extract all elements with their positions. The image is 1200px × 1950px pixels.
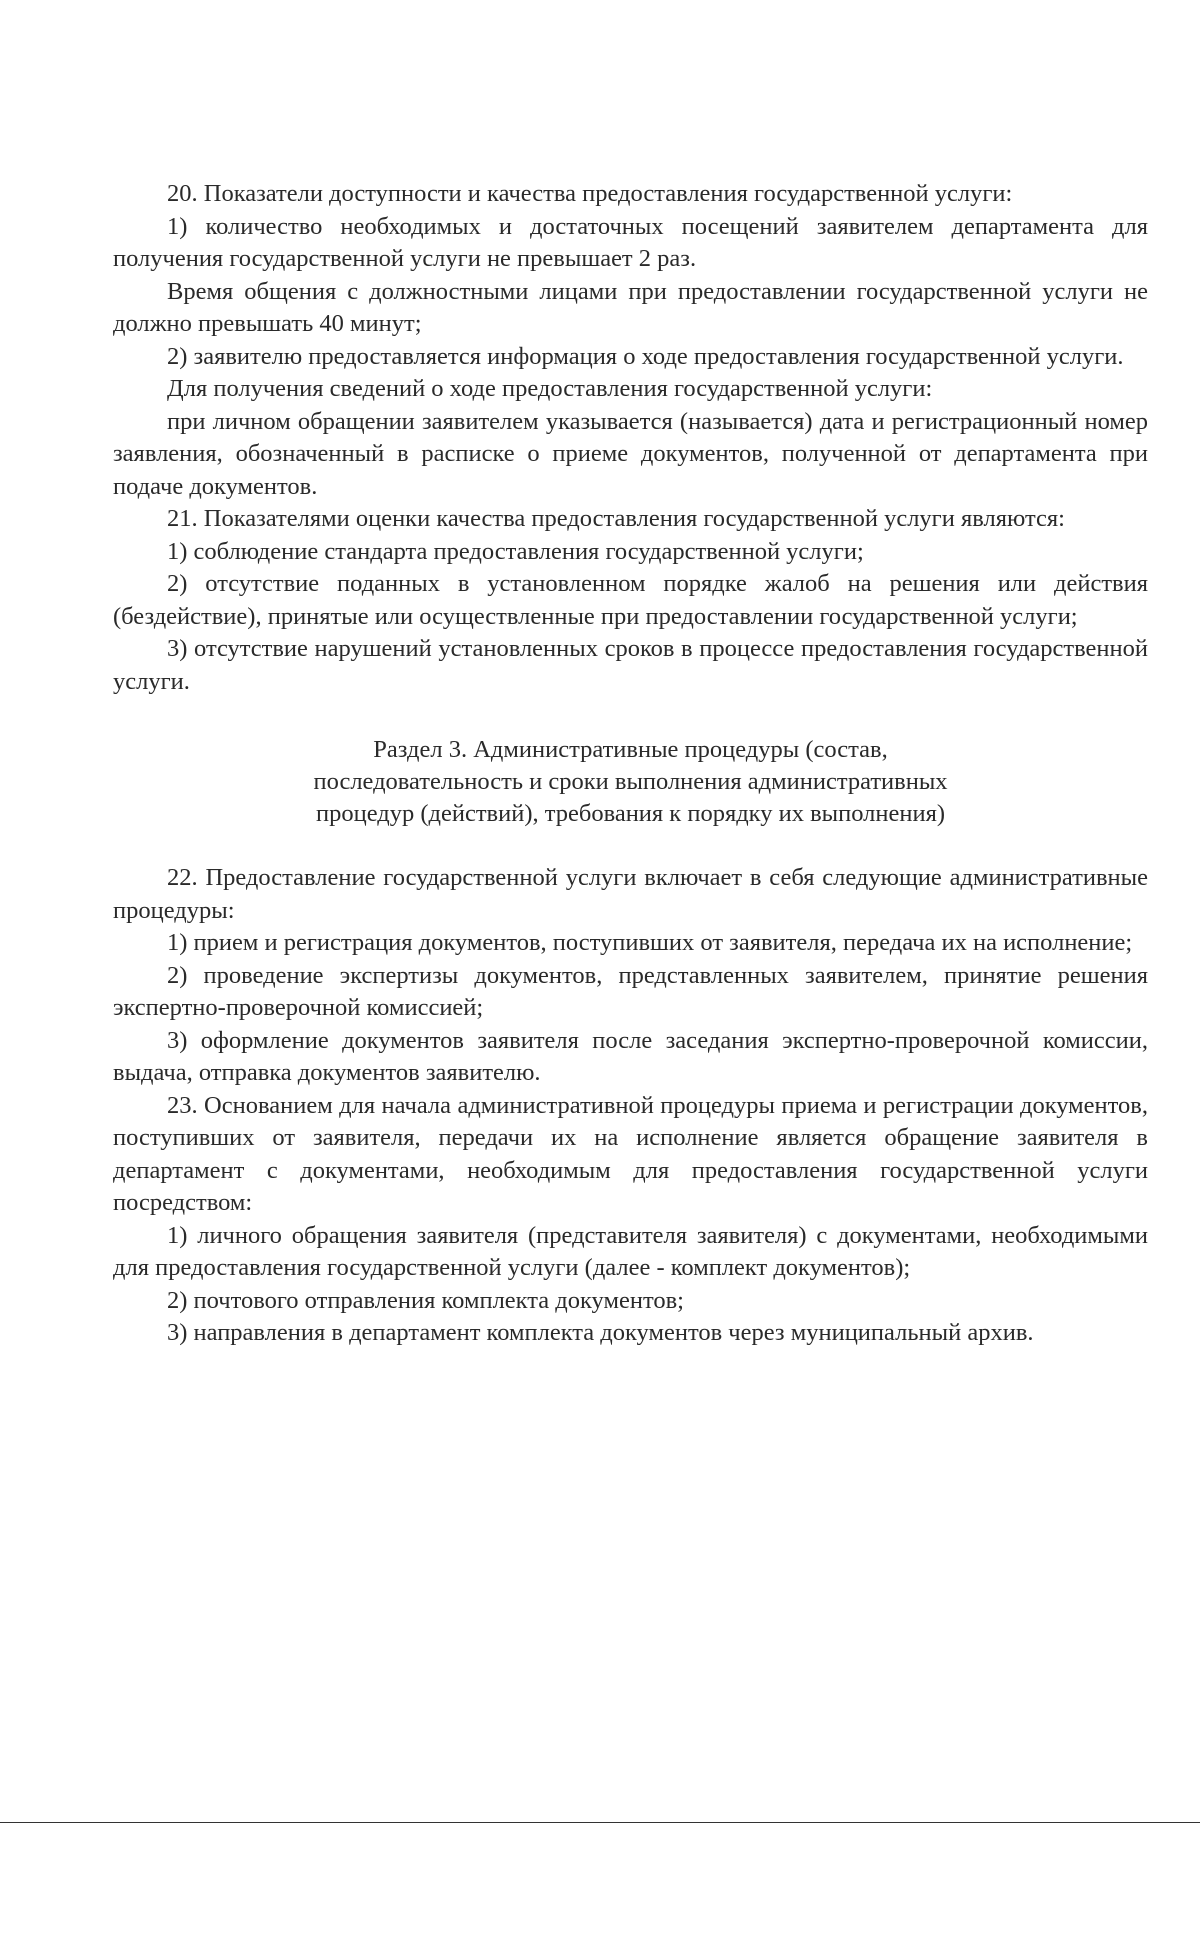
paragraph: 3) оформление документов заявителя после заседания экспертно-проверочной комиссии, выдача, отправка документов заявителю. — [113, 1026, 1148, 1086]
paragraph: 1) прием и регистрация документов, поступивших от заявителя, передача их на исполнение; — [167, 929, 1133, 956]
paragraph: при личном обращении заявителем указывается (называется) дата и регистрационный номер заявления, обозначенный в расписке о приеме документов, полученной от департамента при подаче документов. — [113, 407, 1148, 500]
paragraph: 1) личного обращения заявителя (представителя заявителя) с документами, необходимыми для предоставления государственной услуги (далее - комплект документов); — [113, 1221, 1148, 1281]
paragraph: 21. Показателями оценки качества предоставления государственной услуги являются: — [167, 505, 1065, 532]
paragraph: 2) проведение экспертизы документов, представленных заявителем, принятие решения экспертно-проверочной комиссией; — [113, 961, 1148, 1021]
paragraph: 3) направления в департамент комплекта документов через муниципальный архив. — [167, 1319, 1034, 1346]
paragraph: 20. Показатели доступности и качества предоставления государственной услуги: — [167, 180, 1013, 207]
paragraph: 3) отсутствие нарушений установленных сроков в процессе предоставления государственной услуги. — [113, 635, 1148, 695]
paragraph: Время общения с должностными лицами при предоставлении государственной услуги не должно превышать 40 минут; — [113, 277, 1148, 337]
paragraph: 23. Основанием для начала административной процедуры приема и регистрации документов, поступивших от заявителя, передачи их на исполнение является обращение заявителя в департамент с документами, необходимым для предоставления государственной услуги посредством: — [113, 1091, 1148, 1216]
section-title: Раздел 3. Административные процедуры (состав, последовательность и сроки выполнения административных процедур (действий), требования к порядку их выполнения) — [313, 736, 948, 827]
paragraph: 22. Предоставление государственной услуги включает в себя следующие административные процедуры: — [113, 864, 1148, 924]
paragraph: 2) отсутствие поданных в установленном порядке жалоб на решения или действия (бездействие), принятые или осуществленные при предоставлении государственной услуги; — [113, 570, 1148, 630]
paragraph: 1) соблюдение стандарта предоставления государственной услуги; — [167, 537, 864, 565]
paragraph: 2) заявителю предоставляется информация о ходе предоставления государственной услуги. — [167, 342, 1124, 370]
footer-divider — [0, 1822, 1200, 1823]
document-page — [113, 178, 1148, 1350]
paragraphs-bottom — [113, 862, 1148, 1350]
paragraph: Для получения сведений о ходе предоставления государственной услуги: — [167, 375, 933, 402]
paragraph: 1) количество необходимых и достаточных посещений заявителем департамента для получения государственной услуги не превышает 2 раз. — [113, 212, 1148, 272]
paragraphs-top — [113, 178, 1148, 698]
paragraph: 2) почтового отправления комплекта документов; — [167, 1286, 684, 1314]
